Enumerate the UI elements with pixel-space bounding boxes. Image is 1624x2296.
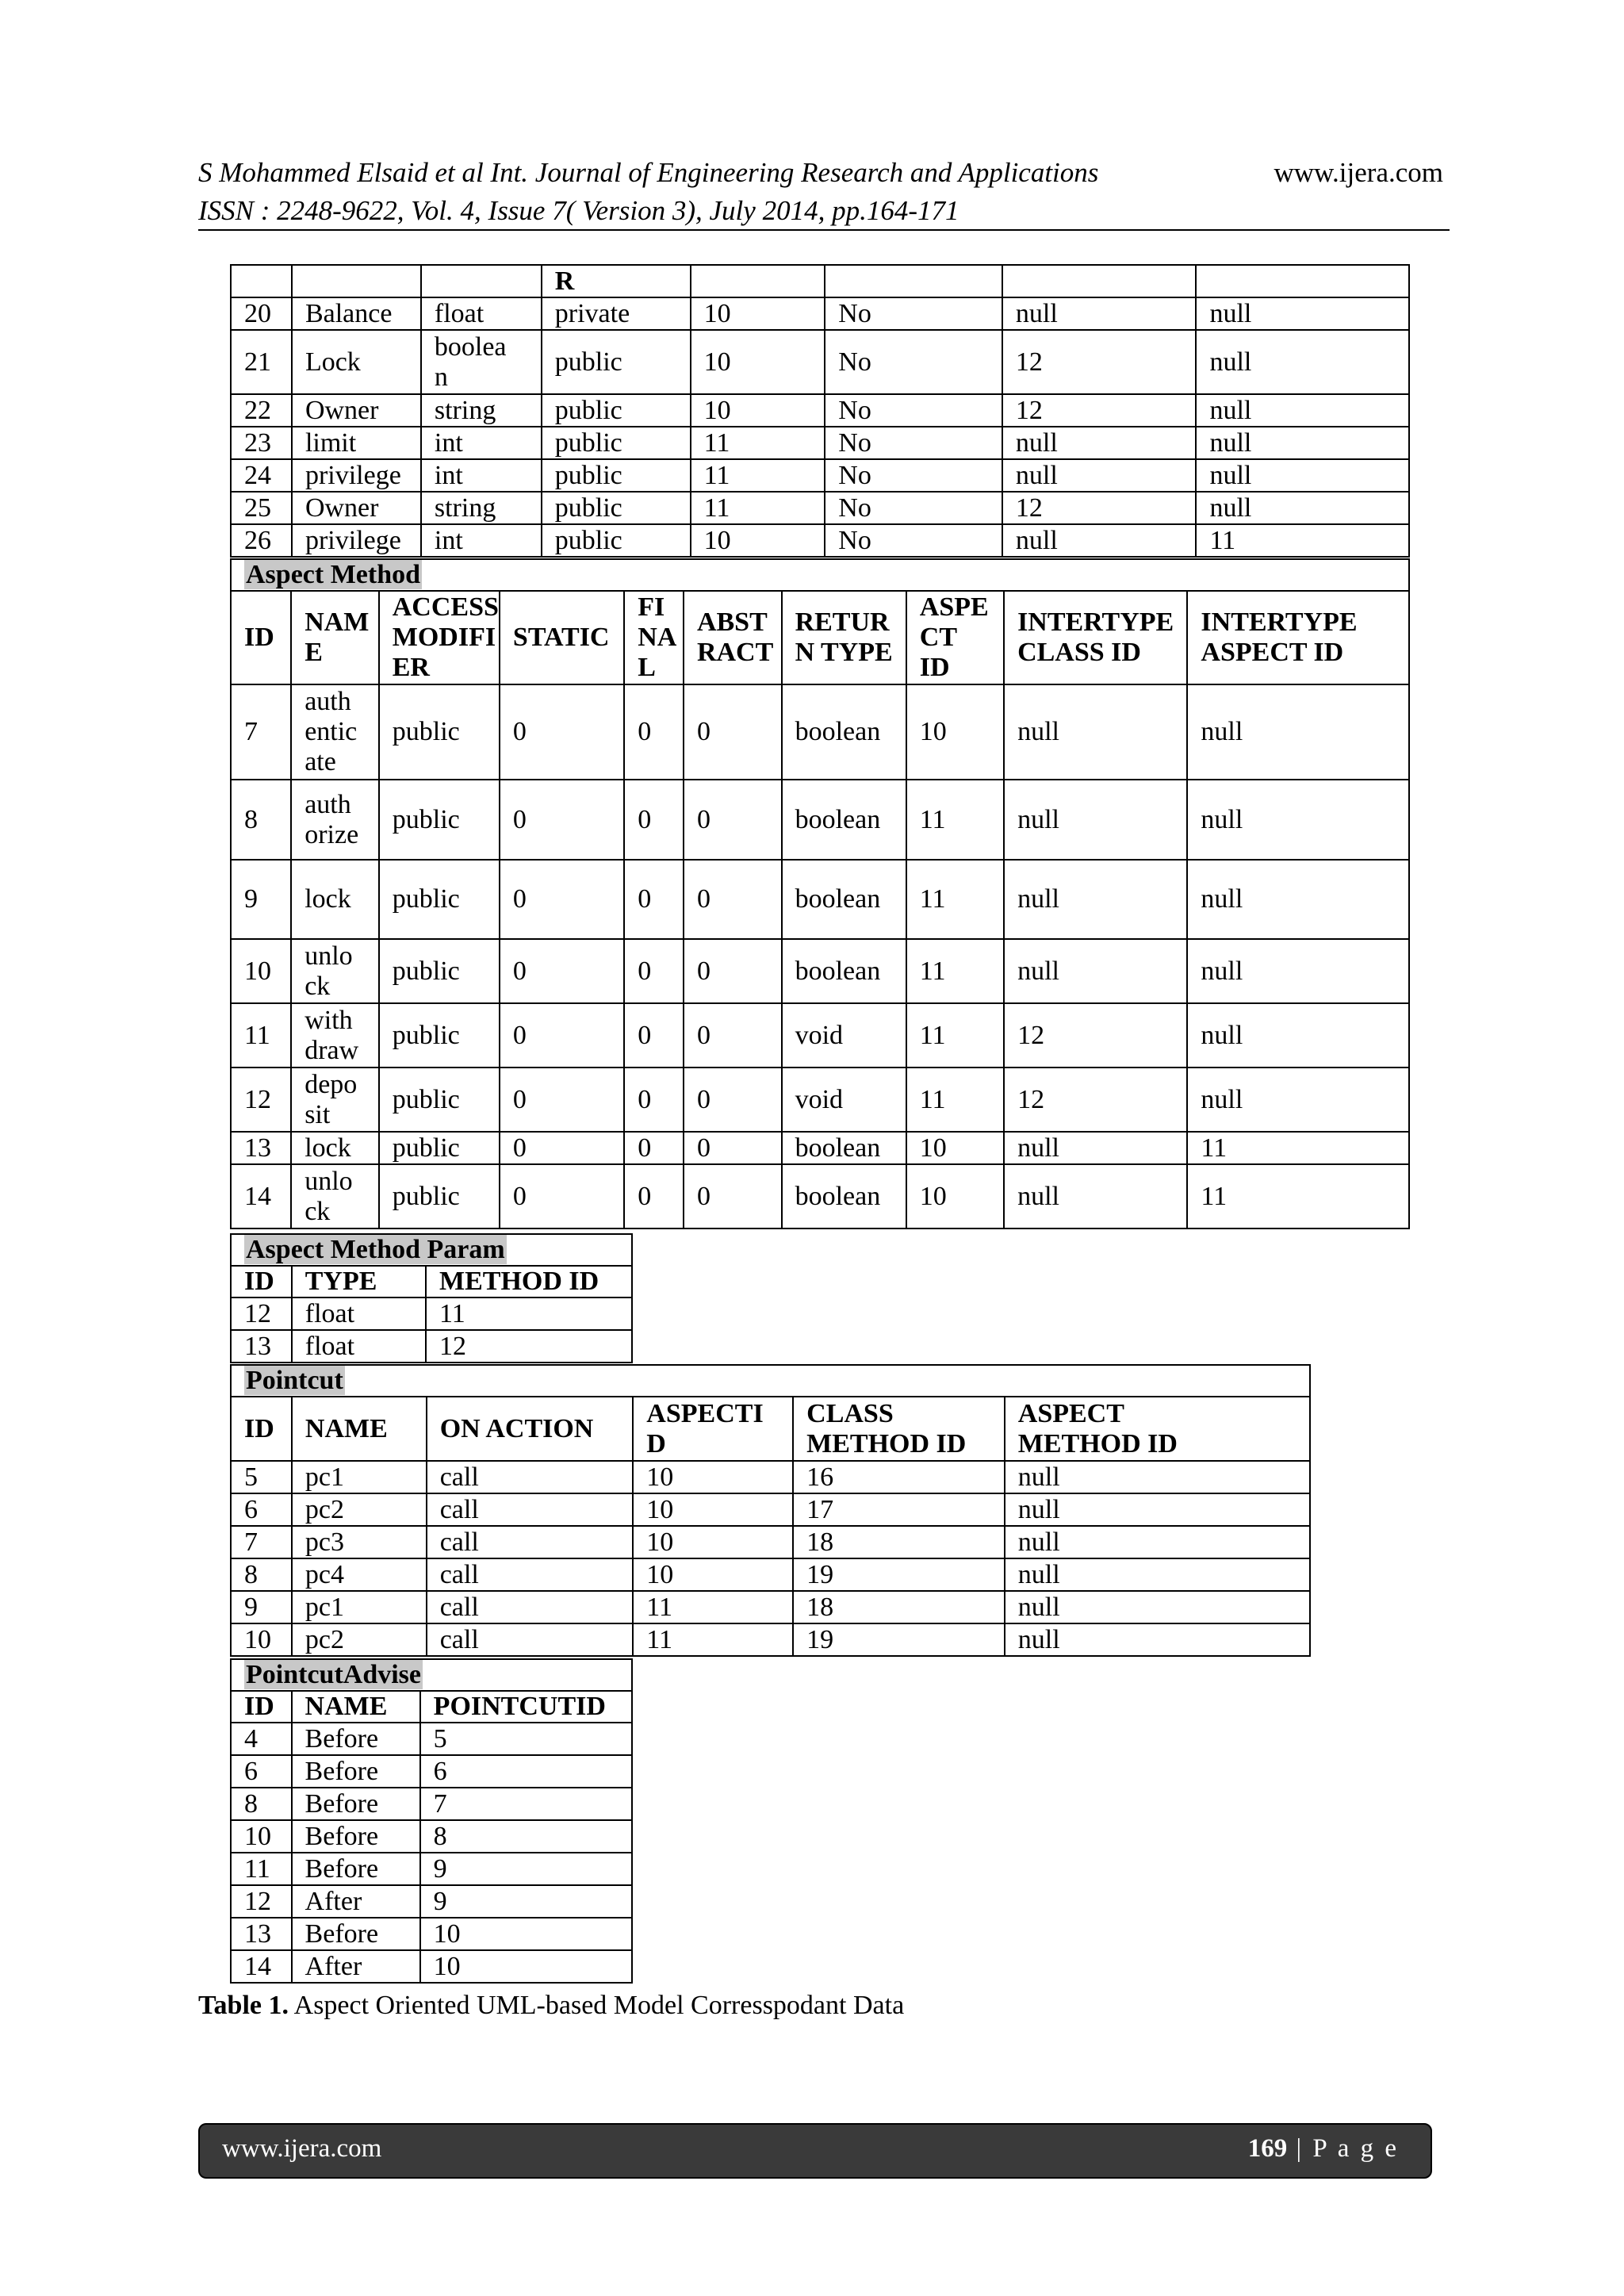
table-row [231, 1493, 1310, 1526]
column-header: NAME [292, 1397, 427, 1461]
table-row [231, 459, 1409, 492]
table-cell: 12 [231, 1068, 291, 1132]
column-header: ACCESS MODIFI ER [379, 591, 500, 684]
column-header: TYPE [292, 1266, 426, 1297]
table-caption [198, 1989, 904, 2022]
table-cell: 12 [426, 1330, 632, 1363]
column-header: ASPECT METHOD ID [1005, 1397, 1310, 1461]
column-header: NAM E [291, 591, 379, 684]
section-title: PointcutAdvise [246, 1660, 421, 1689]
table-cell: 18 [793, 1526, 1005, 1558]
table-cell: 6 [420, 1755, 632, 1788]
table-cell: 0 [624, 1164, 684, 1228]
table-cell: 12 [1002, 492, 1197, 524]
column-header: STATIC [500, 591, 624, 684]
table-cell: pc4 [292, 1558, 427, 1591]
running-header-line-1 [198, 154, 1443, 192]
table-cell: public [542, 524, 691, 557]
table-cell: privilege [292, 459, 421, 492]
table-row [231, 860, 1409, 939]
table-cell: void [782, 1068, 906, 1132]
table-row [231, 1623, 1310, 1656]
table-cell: 10 [633, 1526, 793, 1558]
table-cell: call [427, 1461, 634, 1493]
table-cell: limit [292, 427, 421, 459]
table-cell: After [292, 1950, 420, 1983]
table-cell: 12 [1004, 1068, 1187, 1132]
table-row [231, 1526, 1310, 1558]
table-cell: pc1 [292, 1591, 427, 1623]
table-cell: null [1004, 684, 1187, 780]
table-row [231, 1558, 1310, 1591]
table-cell: public [379, 1132, 500, 1164]
table-cell: null [1002, 524, 1197, 557]
table-cell: null [1005, 1558, 1310, 1591]
table-cell: No [825, 492, 1002, 524]
table-cell: 14 [231, 1164, 291, 1228]
table-cell: 5 [420, 1723, 632, 1755]
column-header: INTERTYPE ASPECT ID [1187, 591, 1409, 684]
table-cell: public [379, 939, 500, 1003]
table-cell: No [825, 427, 1002, 459]
table-row [231, 1918, 632, 1950]
table-cell: 0 [684, 780, 782, 860]
table-cell: unlo ck [291, 1164, 379, 1228]
table-cell: call [427, 1623, 634, 1656]
table-cell: 0 [500, 1132, 624, 1164]
page-label: | P a g e [1287, 2134, 1399, 2163]
column-header-row [231, 591, 1409, 684]
table-row [231, 524, 1409, 557]
table-cell: Before [292, 1853, 420, 1885]
table-cell: null [1002, 427, 1197, 459]
table-cell: 0 [624, 1132, 684, 1164]
table-cell: 0 [684, 1003, 782, 1068]
table-cell: null [1004, 939, 1187, 1003]
table-cell: public [542, 459, 691, 492]
table-cell: 12 [1004, 1003, 1187, 1068]
table-cell: null [1196, 427, 1409, 459]
table-cell: call [427, 1591, 634, 1623]
section-title-row [231, 559, 1409, 591]
table-cell: lock [291, 860, 379, 939]
table-cell: R [542, 265, 691, 297]
table-cell: boolean [782, 860, 906, 939]
table-cell: 10 [633, 1461, 793, 1493]
table-cell: boolean [782, 1164, 906, 1228]
aspect-method-param-table [230, 1233, 633, 1363]
table-cell: 23 [231, 427, 292, 459]
page-number: 169 [1247, 2134, 1288, 2163]
table-cell: 10 [691, 394, 825, 427]
table-cell: float [292, 1297, 426, 1330]
table-cell: public [379, 860, 500, 939]
journal-citation: S Mohammed Elsaid et al Int. Journal of Engineering Research and Applications [198, 157, 1099, 188]
table-cell: 26 [231, 524, 292, 557]
table-cell: 12 [1002, 330, 1197, 394]
table-cell: boolea n [421, 330, 542, 394]
page-footer [198, 2123, 1432, 2179]
column-header: FI NA L [624, 591, 684, 684]
table-row [231, 1853, 632, 1885]
table-cell: 11 [691, 427, 825, 459]
table-cell: 0 [684, 1164, 782, 1228]
table-cell: null [1002, 297, 1197, 330]
table-cell: No [825, 394, 1002, 427]
table-cell [1002, 265, 1197, 297]
table-cell: int [421, 524, 542, 557]
column-header: ID [231, 591, 291, 684]
table-cell: 11 [906, 1068, 1004, 1132]
table-cell: null [1196, 297, 1409, 330]
table-cell: 0 [624, 780, 684, 860]
table-cell: void [782, 1003, 906, 1068]
table-row [231, 1950, 632, 1983]
table-row [231, 939, 1409, 1003]
table-cell: string [421, 394, 542, 427]
table-cell: lock [291, 1132, 379, 1164]
table-cell: null [1004, 1164, 1187, 1228]
table-row [231, 492, 1409, 524]
table-cell: 9 [420, 1853, 632, 1885]
table-cell: null [1005, 1591, 1310, 1623]
table-cell: 14 [231, 1950, 292, 1983]
column-header: ASPE CT ID [906, 591, 1004, 684]
pointcut-advise-table [230, 1658, 633, 1984]
table-cell: 7 [420, 1788, 632, 1820]
table-row [231, 684, 1409, 780]
footer-page-info [1248, 2134, 1399, 2164]
table-cell: 11 [633, 1591, 793, 1623]
table-cell: 8 [231, 1558, 292, 1591]
table-cell: 11 [906, 860, 1004, 939]
column-header: CLASS METHOD ID [793, 1397, 1005, 1461]
table-cell: auth entic ate [291, 684, 379, 780]
table-cell: 0 [500, 684, 624, 780]
table-cell: public [379, 1003, 500, 1068]
section-title-row [231, 1234, 632, 1266]
table-cell: null [1187, 939, 1409, 1003]
table-cell: 10 [231, 939, 291, 1003]
table-row [231, 1755, 632, 1788]
table-cell: 7 [231, 1526, 292, 1558]
table-row [231, 1330, 632, 1363]
table-row [231, 1132, 1409, 1164]
table-cell [1196, 265, 1409, 297]
section-title: Aspect Method [246, 560, 421, 589]
table-cell: Balance [292, 297, 421, 330]
table-cell: null [1187, 1003, 1409, 1068]
table-row [231, 1723, 632, 1755]
table-cell: 0 [624, 684, 684, 780]
table-row [231, 394, 1409, 427]
table-cell: 0 [684, 1132, 782, 1164]
table-cell: 9 [231, 1591, 292, 1623]
column-header: INTERTYPE CLASS ID [1004, 591, 1187, 684]
table-cell: null [1005, 1623, 1310, 1656]
table-cell: public [379, 1164, 500, 1228]
table-cell: 5 [231, 1461, 292, 1493]
table-cell: 0 [684, 860, 782, 939]
table-cell: 7 [231, 684, 291, 780]
table-cell: 6 [231, 1755, 292, 1788]
table-cell: Owner [292, 394, 421, 427]
table-cell: 11 [691, 492, 825, 524]
table-cell: call [427, 1558, 634, 1591]
footer-website: www.ijera.com [222, 2134, 382, 2163]
table-row [231, 427, 1409, 459]
column-header: ID [231, 1397, 292, 1461]
caption-label: Table 1. [198, 1991, 289, 2020]
table-cell: null [1187, 684, 1409, 780]
table-cell: null [1196, 492, 1409, 524]
table-cell: 16 [793, 1461, 1005, 1493]
table-cell: 10 [420, 1918, 632, 1950]
table-cell: 0 [500, 1164, 624, 1228]
table-cell: public [542, 330, 691, 394]
table-cell: 0 [684, 1068, 782, 1132]
table-cell: null [1187, 780, 1409, 860]
aspect-method-table [230, 558, 1410, 1229]
table-cell: 17 [793, 1493, 1005, 1526]
table-cell: 11 [633, 1623, 793, 1656]
table-cell: float [421, 297, 542, 330]
table-cell: pc1 [292, 1461, 427, 1493]
table-cell: 24 [231, 459, 292, 492]
table-cell: int [421, 459, 542, 492]
table-cell: No [825, 459, 1002, 492]
table-cell: No [825, 330, 1002, 394]
table-cell: call [427, 1526, 634, 1558]
table-cell: 20 [231, 297, 292, 330]
table-cell: public [379, 684, 500, 780]
table-row [231, 1003, 1409, 1068]
table-cell: public [379, 1068, 500, 1132]
table-cell: No [825, 297, 1002, 330]
pointcut-table [230, 1364, 1311, 1657]
column-header: NAME [292, 1691, 420, 1723]
table-cell: 4 [231, 1723, 292, 1755]
table-cell: 10 [691, 297, 825, 330]
table-cell: 6 [231, 1493, 292, 1526]
table-cell: 9 [420, 1885, 632, 1918]
table-cell: null [1196, 459, 1409, 492]
table-cell: 8 [231, 780, 291, 860]
table-cell: public [542, 394, 691, 427]
column-header: RETUR N TYPE [782, 591, 906, 684]
table-cell [421, 265, 542, 297]
table-cell: null [1004, 860, 1187, 939]
table-cell: 0 [684, 684, 782, 780]
table-row [231, 1461, 1310, 1493]
table-cell: null [1187, 1068, 1409, 1132]
table-cell: pc2 [292, 1493, 427, 1526]
table-cell: 10 [906, 684, 1004, 780]
table-cell: null [1187, 860, 1409, 939]
table-cell: 0 [684, 939, 782, 1003]
table-cell [825, 265, 1002, 297]
table-cell [231, 265, 292, 297]
column-header: ID [231, 1691, 292, 1723]
header-rule [198, 229, 1450, 231]
table-cell: depo sit [291, 1068, 379, 1132]
column-header: ON ACTION [427, 1397, 634, 1461]
table-cell: 0 [624, 939, 684, 1003]
caption-text: Aspect Oriented UML-based Model Corresspodant Data [289, 1991, 905, 2020]
table-cell: Before [292, 1820, 420, 1853]
section-title-row [231, 1659, 632, 1691]
table-cell: string [421, 492, 542, 524]
column-header: METHOD ID [426, 1266, 632, 1297]
section-title: Aspect Method Param [246, 1235, 505, 1264]
table-cell: 8 [420, 1820, 632, 1853]
table-cell: pc3 [292, 1526, 427, 1558]
table-cell: 0 [500, 1003, 624, 1068]
table-cell: 18 [793, 1591, 1005, 1623]
table-cell: 0 [624, 1003, 684, 1068]
table-cell: 12 [231, 1297, 292, 1330]
table-cell: 21 [231, 330, 292, 394]
table-cell: 0 [500, 939, 624, 1003]
table-cell: 19 [793, 1623, 1005, 1656]
table-cell: 25 [231, 492, 292, 524]
table-cell: null [1196, 330, 1409, 394]
table-cell: public [542, 492, 691, 524]
section-title-row [231, 1365, 1310, 1397]
table-cell: null [1004, 780, 1187, 860]
table-cell: null [1002, 459, 1197, 492]
table-cell: unlo ck [291, 939, 379, 1003]
journal-website: www.ijera.com [1274, 157, 1443, 188]
table-cell: 0 [500, 1068, 624, 1132]
table-cell: 13 [231, 1330, 292, 1363]
table-cell: 11 [1187, 1164, 1409, 1228]
table-cell: 11 [691, 459, 825, 492]
table-row [231, 265, 1409, 297]
table-cell: auth orize [291, 780, 379, 860]
table-cell: 0 [624, 1068, 684, 1132]
table-cell: 11 [906, 939, 1004, 1003]
table-row [231, 1788, 632, 1820]
table-cell: boolean [782, 939, 906, 1003]
table-row [231, 1820, 632, 1853]
table-cell: Before [292, 1788, 420, 1820]
table-cell: call [427, 1493, 634, 1526]
table-cell: 22 [231, 394, 292, 427]
table-cell: After [292, 1885, 420, 1918]
table-cell: Before [292, 1918, 420, 1950]
table-cell: 0 [624, 860, 684, 939]
table-cell: 9 [231, 860, 291, 939]
table-cell: 13 [231, 1918, 292, 1950]
table-cell: null [1005, 1493, 1310, 1526]
table-row [231, 297, 1409, 330]
table-cell [292, 265, 421, 297]
table-cell: 11 [1187, 1132, 1409, 1164]
table-row [231, 1068, 1409, 1132]
table-cell: 13 [231, 1132, 291, 1164]
table-cell: 10 [906, 1132, 1004, 1164]
table-cell: 11 [231, 1853, 292, 1885]
table-cell: 12 [231, 1885, 292, 1918]
column-header: ASPECTI D [633, 1397, 793, 1461]
column-header: POINTCUTID [420, 1691, 632, 1723]
table-cell: 11 [906, 1003, 1004, 1068]
table-cell: public [542, 427, 691, 459]
table-cell: boolean [782, 684, 906, 780]
table-cell: null [1004, 1132, 1187, 1164]
table-cell: privilege [292, 524, 421, 557]
table-cell: with draw [291, 1003, 379, 1068]
table-cell: 10 [231, 1820, 292, 1853]
table-row [231, 1591, 1310, 1623]
table-cell: 12 [1002, 394, 1197, 427]
table-cell: boolean [782, 1132, 906, 1164]
table-cell: 19 [793, 1558, 1005, 1591]
table-cell: null [1005, 1526, 1310, 1558]
table-cell: private [542, 297, 691, 330]
table-cell: int [421, 427, 542, 459]
aspect-attribute-table-continued [230, 264, 1410, 558]
table-cell: 10 [691, 524, 825, 557]
column-header-row [231, 1397, 1310, 1461]
table-row [231, 1297, 632, 1330]
section-title: Pointcut [246, 1366, 343, 1395]
table-row [231, 330, 1409, 394]
table-cell: boolean [782, 780, 906, 860]
table-cell: Lock [292, 330, 421, 394]
table-cell: pc2 [292, 1623, 427, 1656]
table-cell: 10 [691, 330, 825, 394]
table-cell: 0 [500, 780, 624, 860]
table-cell: 10 [231, 1623, 292, 1656]
column-header-row [231, 1691, 632, 1723]
table-row [231, 1164, 1409, 1228]
table-cell: 8 [231, 1788, 292, 1820]
table-cell: 11 [231, 1003, 291, 1068]
column-header-row [231, 1266, 632, 1297]
table-cell: Before [292, 1755, 420, 1788]
table-cell: Before [292, 1723, 420, 1755]
table-cell: 11 [906, 780, 1004, 860]
table-cell: null [1005, 1461, 1310, 1493]
table-cell: 10 [420, 1950, 632, 1983]
running-header-line-2: ISSN : 2248-9622, Vol. 4, Issue 7( Version 3), July 2014, pp.164-171 [198, 195, 959, 226]
table-cell: 11 [426, 1297, 632, 1330]
column-header: ID [231, 1266, 292, 1297]
table-cell: No [825, 524, 1002, 557]
table-cell [691, 265, 825, 297]
table-cell: null [1196, 394, 1409, 427]
table-cell: 0 [500, 860, 624, 939]
table-cell: public [379, 780, 500, 860]
table-cell: Owner [292, 492, 421, 524]
table-cell: 10 [906, 1164, 1004, 1228]
table-row [231, 1885, 632, 1918]
column-header: ABST RACT [684, 591, 782, 684]
table-cell: 10 [633, 1493, 793, 1526]
table-cell: 10 [633, 1558, 793, 1591]
table-row [231, 780, 1409, 860]
table-cell: float [292, 1330, 426, 1363]
table-cell: 11 [1196, 524, 1409, 557]
